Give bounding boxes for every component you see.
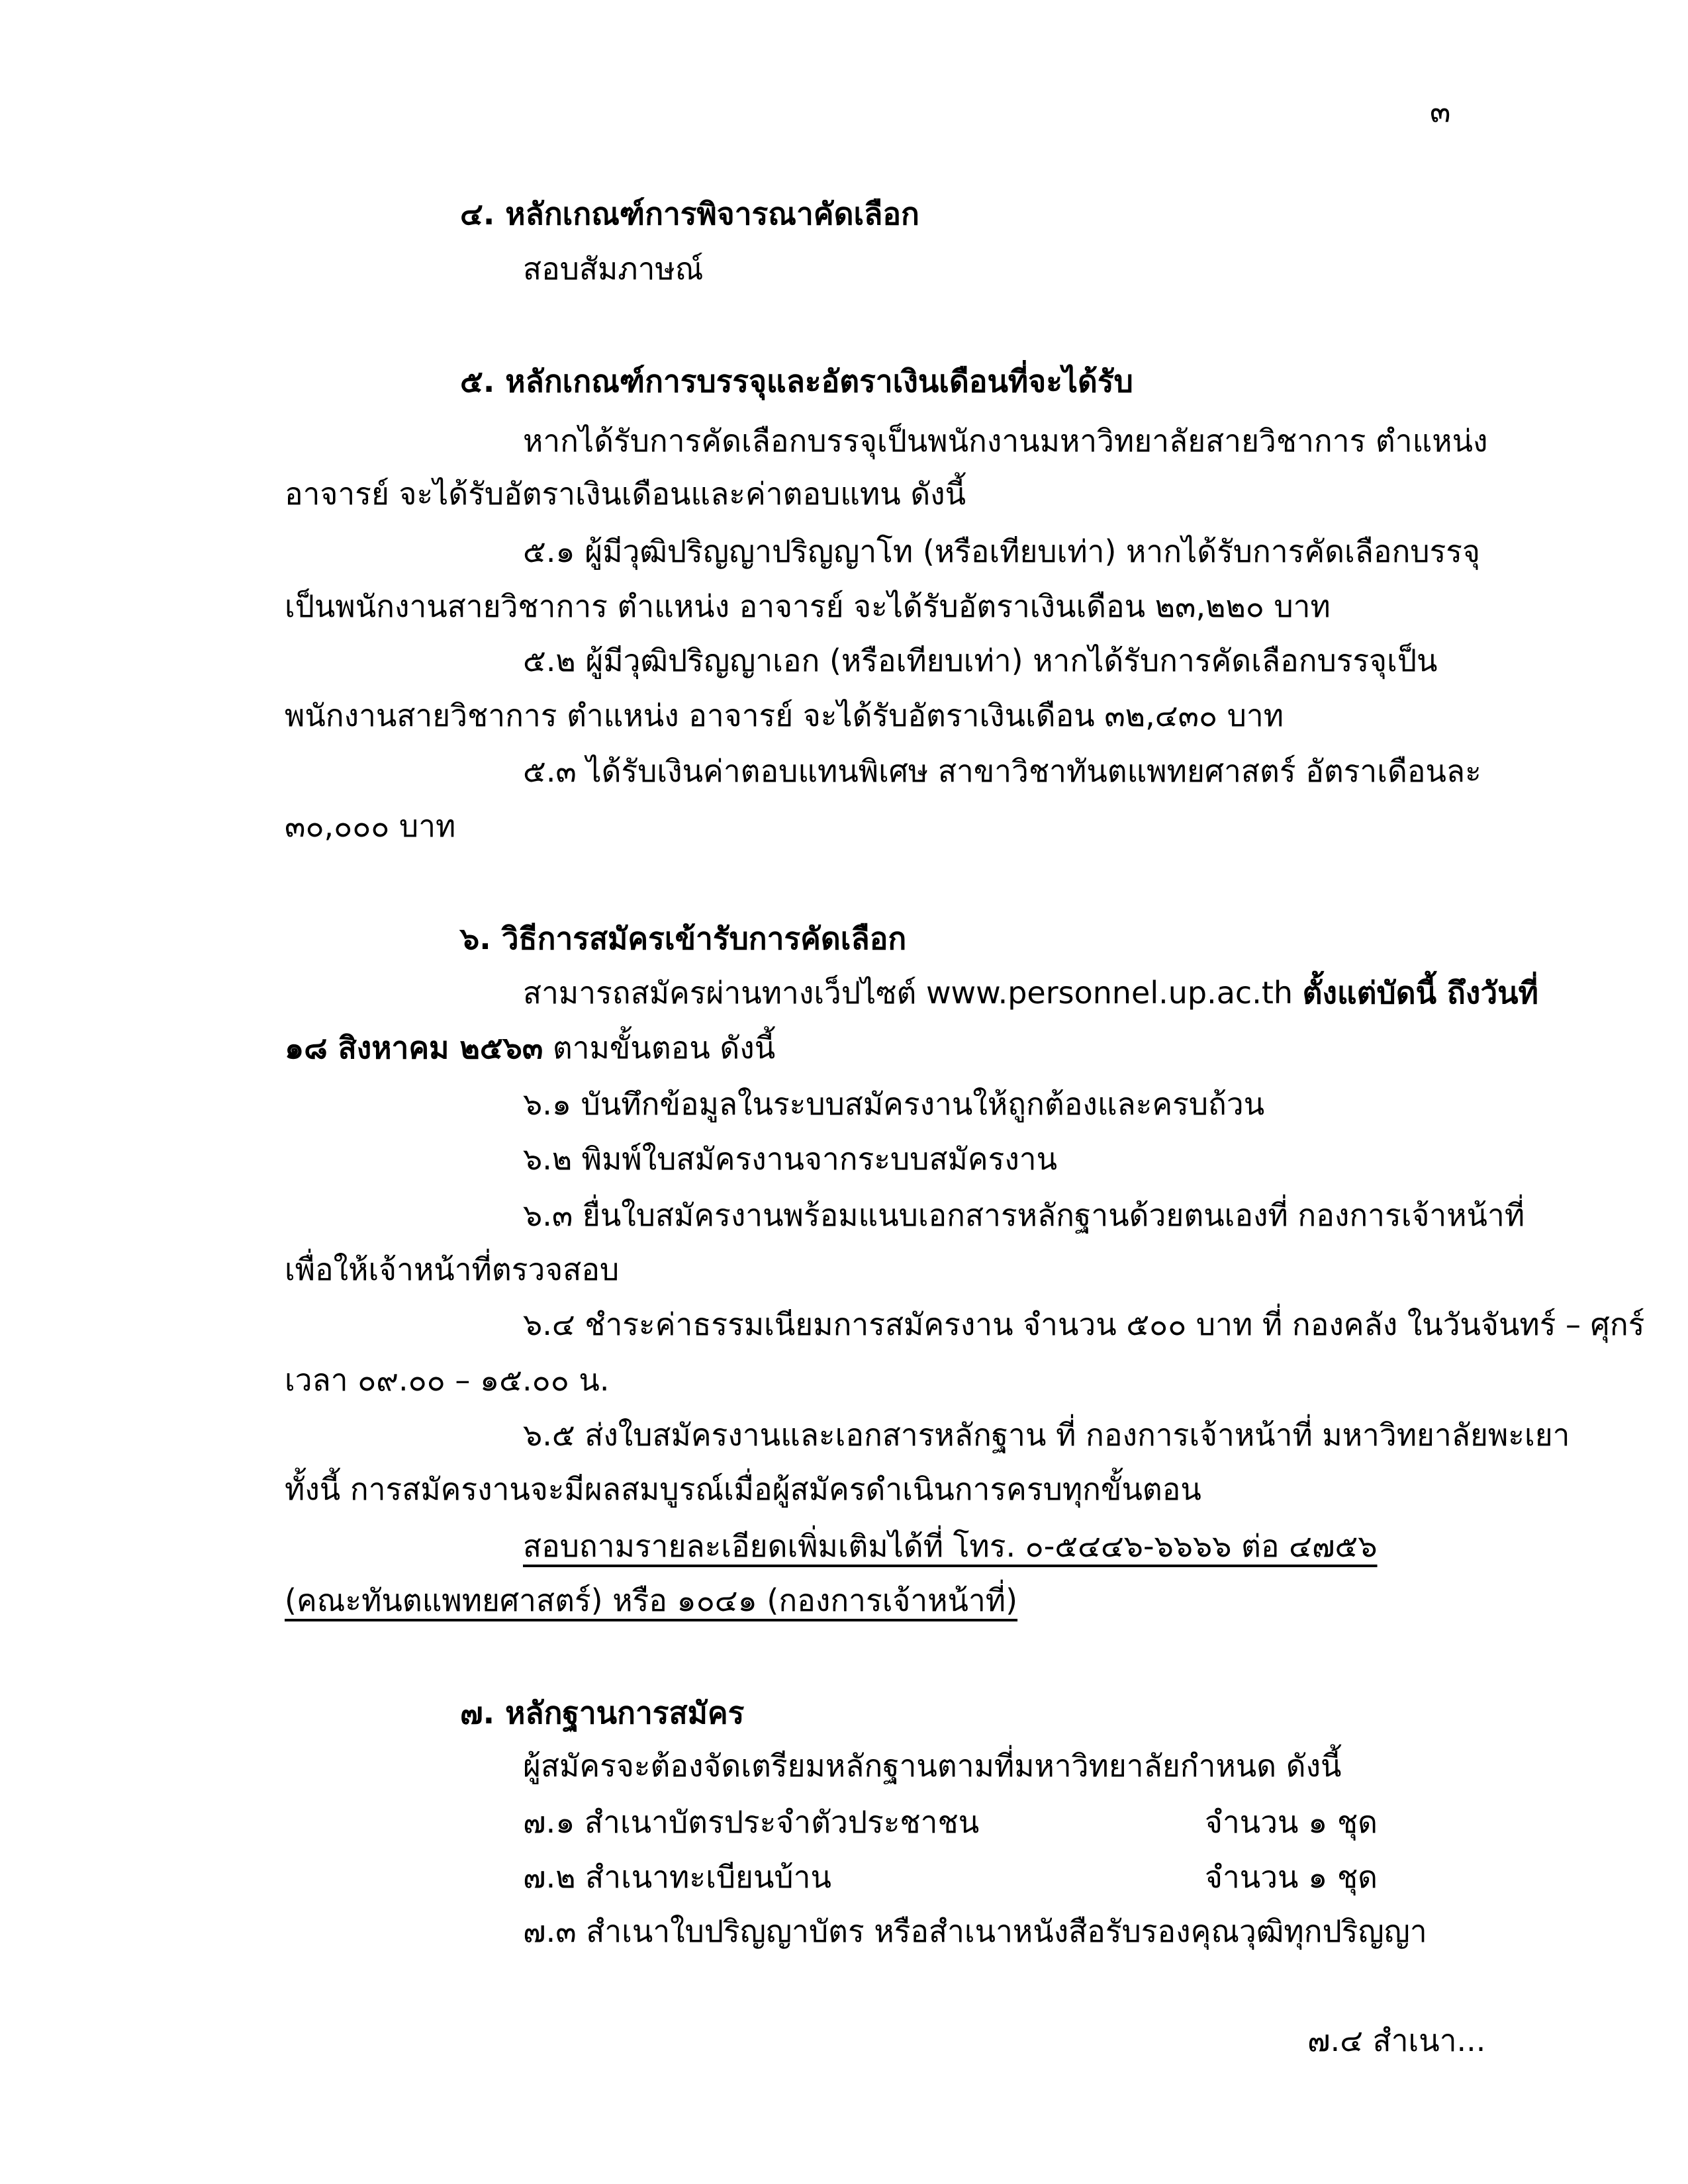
section-6-step-4-line-1: ๖.๔ ชำระค่าธรรมเนียมการสมัครงาน จำนวน ๕๐๐ บาท ที่ กองคลัง ในวันจันทร์ – ศุกร์	[523, 1306, 1645, 1342]
section-6-step-3-line-2: เพื่อให้เจ้าหน้าที่ตรวจสอบ	[285, 1251, 620, 1287]
section-5-item-1-line-2: เป็นพนักงานสายวิชาการ ตำแหน่ง อาจารย์ จะได้รับอัตราเงินเดือน ๒๓,๒๒๐ บาท	[285, 588, 1331, 624]
section-5-item-1-line-1: ๕.๑ ผู้มีวุฒิปริญญาปริญญาโท (หรือเทียบเท่า) หากได้รับการคัดเลือกบรรจุ	[523, 533, 1480, 569]
section-6-step-5-line-2: ทั้งนี้ การสมัครงานจะมีผลสมบูรณ์เมื่อผู้สมัครดำเนินการครบทุกขั้นตอน	[285, 1471, 1201, 1507]
section-6-heading: ๖. วิธีการสมัครเข้ารับการคัดเลือก	[460, 921, 907, 956]
section-6-step-3-line-1: ๖.๓ ยื่นใบสมัครงานพร้อมแนบเอกสารหลักฐานด้วยตนเองที่ กองการเจ้าหน้าที่	[523, 1197, 1525, 1233]
section-7-heading: ๗. หลักฐานการสมัคร	[460, 1695, 745, 1731]
section-4-heading: ๔. หลักเกณฑ์การพิจารณาคัดเลือก	[460, 196, 919, 232]
section-6-step-2: ๖.๒ พิมพ์ใบสมัครงานจากระบบสมัครงาน	[523, 1141, 1058, 1177]
section-6-intro-plain: สามารถสมัครผ่านทางเว็ปไซต์ www.personnel.up.ac.th	[523, 975, 1303, 1011]
section-6-intro-tail: ตามขั้นตอน ดังนี้	[543, 1030, 776, 1066]
section-4-body: สอบสัมภาษณ์	[523, 251, 704, 287]
section-6-contact-line-1: สอบถามรายละเอียดเพิ่มเติมได้ที่ โทร. ๐-๕๔๔๖-๖๖๖๖ ต่อ ๔๗๕๖	[523, 1528, 1378, 1564]
section-7-item-2-label: ๗.๒ สำเนาทะเบียนบ้าน	[523, 1859, 831, 1895]
section-7-intro: ผู้สมัครจะต้องจัดเตรียมหลักฐานตามที่มหาวิทยาลัยกำหนด ดังนี้	[523, 1748, 1342, 1784]
section-6-step-5-line-1: ๖.๕ ส่งใบสมัครงานและเอกสารหลักฐาน ที่ กองการเจ้าหน้าที่ มหาวิทยาลัยพะเยา	[523, 1417, 1570, 1453]
section-7-item-1-label: ๗.๑ สำเนาบัตรประจำตัวประชาชน	[523, 1804, 980, 1840]
section-6-deadline-date: ๑๘ สิงหาคม ๒๕๖๓	[285, 1030, 543, 1066]
section-5-item-2-line-1: ๕.๒ ผู้มีวุฒิปริญญาเอก (หรือเทียบเท่า) หากได้รับการคัดเลือกบรรจุเป็น	[523, 643, 1438, 678]
section-6-intro-deadline-start: ตั้งแต่บัดนี้ ถึงวันที่	[1302, 975, 1538, 1011]
section-7-item-1-quantity: จำนวน ๑ ชุด	[1205, 1804, 1378, 1840]
section-7-item-2-quantity: จำนวน ๑ ชุด	[1205, 1859, 1378, 1895]
section-6-step-1: ๖.๑ บันทึกข้อมูลในระบบสมัครงานให้ถูกต้องและครบถ้วน	[523, 1086, 1265, 1122]
section-7-item-3-label: ๗.๓ สำเนาใบปริญญาบัตร หรือสำเนาหนังสือรับรองคุณวุฒิทุกปริญญา	[523, 1913, 1427, 1949]
section-6-step-4-line-2: เวลา ๐๙.๐๐ – ๑๕.๐๐ น.	[285, 1362, 610, 1398]
section-5-item-3-line-1: ๕.๓ ได้รับเงินค่าตอบแทนพิเศษ สาขาวิชาทันตแพทยศาสตร์ อัตราเดือนละ	[523, 753, 1481, 789]
section-5-item-3-line-2: ๓๐,๐๐๐ บาท	[285, 808, 456, 844]
section-5-intro-line-2: อาจารย์ จะได้รับอัตราเงินเดือนและค่าตอบแทน ดังนี้	[285, 476, 966, 512]
section-6-intro-line-1	[523, 974, 1538, 1013]
section-6-contact-line-2: (คณะทันตแพทยศาสตร์) หรือ ๑๐๔๑ (กองการเจ้าหน้าที่)	[285, 1582, 1018, 1618]
page-continuation-note: ๗.๔ สำเนา...	[1307, 2023, 1486, 2058]
section-5-intro-line-1: หากได้รับการคัดเลือกบรรจุเป็นพนักงานมหาวิทยาลัยสายวิชาการ ตำแหน่ง	[523, 423, 1488, 459]
page-number: ๓	[1430, 93, 1451, 129]
section-5-heading: ๕. หลักเกณฑ์การบรรจุและอัตราเงินเดือนที่จะได้รับ	[460, 363, 1133, 399]
section-5-item-2-line-2: พนักงานสายวิชาการ ตำแหน่ง อาจารย์ จะได้รับอัตราเงินเดือน ๓๒,๔๓๐ บาท	[285, 698, 1284, 733]
section-6-intro-line-2	[285, 1029, 775, 1068]
